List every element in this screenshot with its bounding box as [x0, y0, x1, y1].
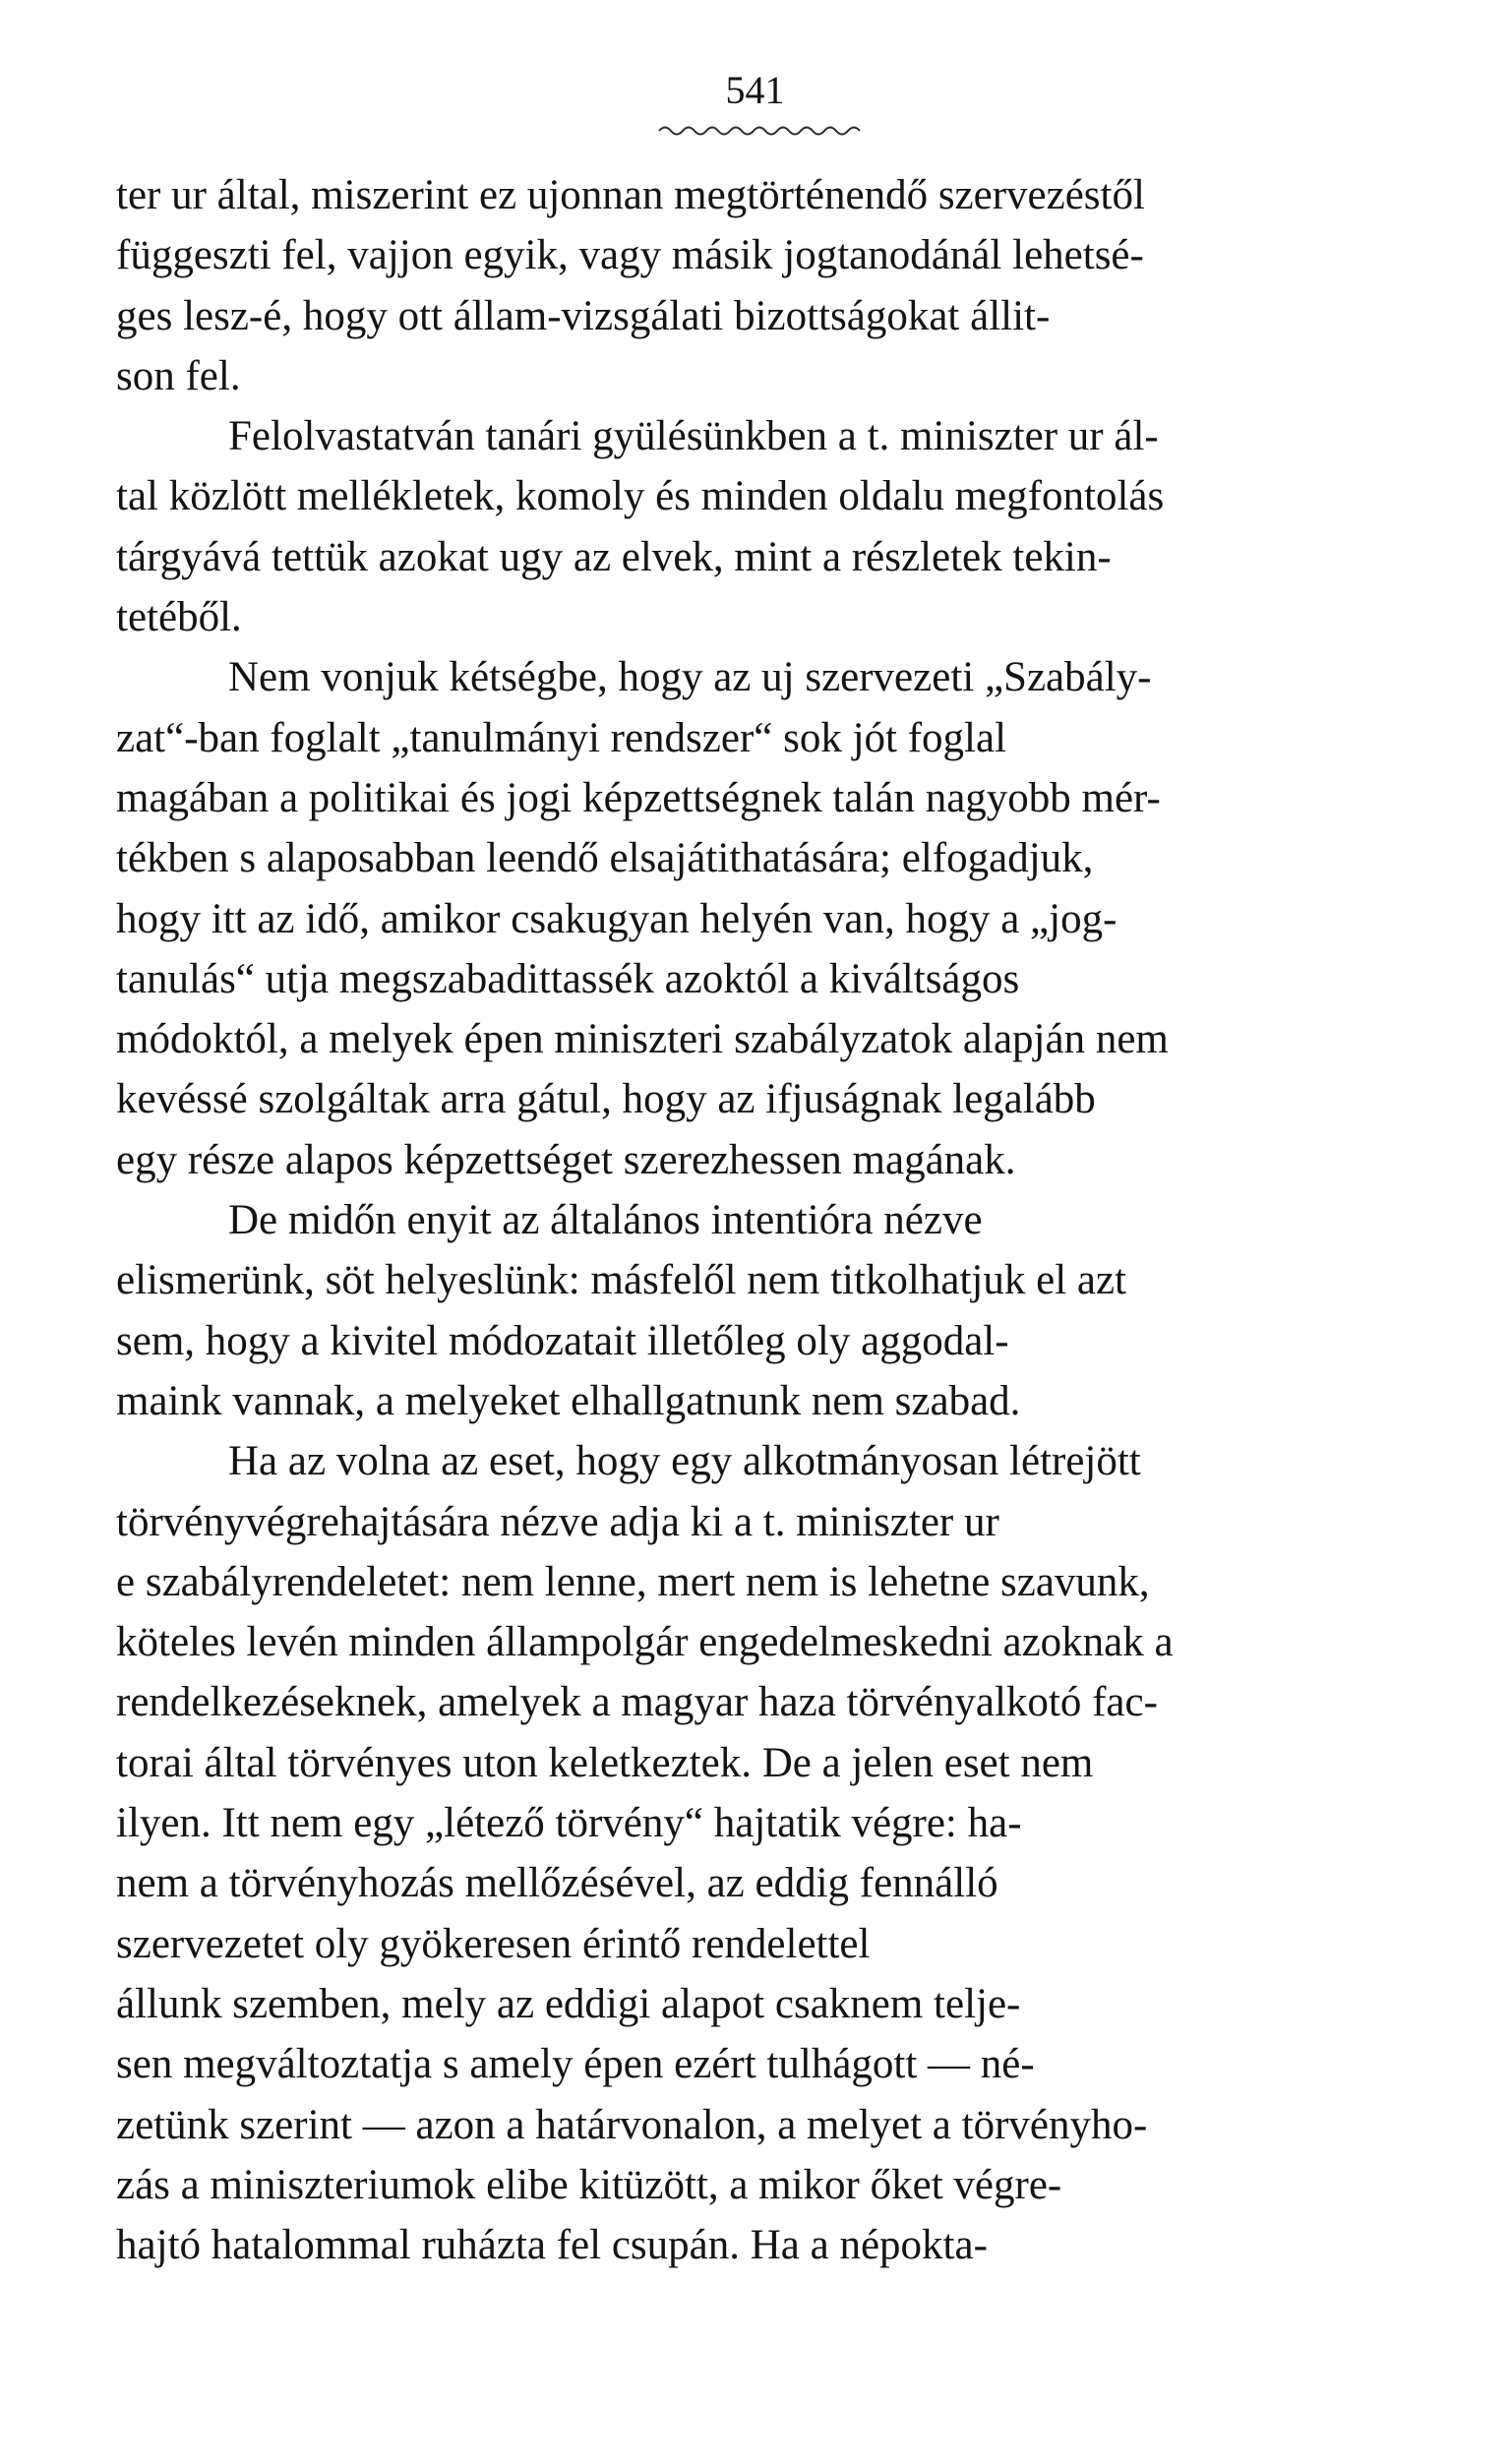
text-line: torai által törvényes uton keletkeztek. De a jelen eset nem — [116, 1739, 1094, 1786]
text-line: tárgyává tettük azokat ugy az elvek, mint a részletek tekin- — [116, 533, 1112, 580]
text-line: e szabályrendeletet: nem lenne, mert nem is lehetne szavunk, — [116, 1558, 1150, 1605]
paragraph-2 — [116, 406, 1395, 647]
text-line: törvényvégrehajtására nézve adja ki a t. miniszter ur — [116, 1498, 999, 1545]
text-line: szervezetet oly gyökeresen érintő rendelettel — [116, 1920, 871, 1967]
text-line: tetéből. — [116, 594, 242, 641]
text-line: ilyen. Itt nem egy „létező törvény“ hajtatik végre: ha- — [116, 1800, 1022, 1847]
text-line: zás a miniszteriumok elibe kitüzött, a mikor őket végre- — [116, 2161, 1062, 2208]
paragraph-3 — [116, 647, 1395, 1190]
text-line: módoktól, a melyek épen miniszteri szabályzatok alapján nem — [116, 1016, 1169, 1063]
text-line: zat“-ban foglalt „tanulmányi rendszer“ sok jót foglal — [116, 714, 1007, 761]
text-line: köteles levén minden állampolgár engedelmeskedni azoknak a — [116, 1619, 1174, 1666]
paragraph-5 — [116, 1431, 1395, 2275]
text-line: függeszti fel, vajjon egyik, vagy másik jogtanodánál lehetsé- — [116, 232, 1144, 279]
text-line: Ha az volna az eset, hogy egy alkotmányosan létrejött — [228, 1438, 1141, 1485]
text-line: maink vannak, a melyeket elhallgatnunk nem szabad. — [116, 1377, 1021, 1424]
paragraph-1 — [116, 165, 1395, 406]
text-line: elismerünk, söt helyeslünk: másfelől nem titkolhatjuk el azt — [116, 1257, 1127, 1304]
body-text — [116, 165, 1395, 2275]
text-line: sen megváltoztatja s amely épen ezért tulhágott — né- — [116, 2041, 1035, 2088]
text-line: hajtó hatalommal ruházta fel csupán. Ha a népokta- — [116, 2222, 988, 2269]
text-line: kevéssé szolgáltak arra gátul, hogy az ifjuságnak legalább — [116, 1076, 1096, 1123]
text-line: állunk szemben, mely az eddigi alapot csaknem telje- — [116, 1980, 1021, 2027]
text-line: De midőn enyit az általános intentióra nézve — [228, 1197, 983, 1244]
text-line: son fel. — [116, 352, 241, 399]
wavy-rule-ornament-icon — [657, 122, 862, 138]
text-line: rendelkezéseknek, amelyek a magyar haza törvényalkotó fac- — [116, 1679, 1158, 1726]
text-line: egy része alapos képzettséget szerezhessen magának. — [116, 1136, 1016, 1183]
text-line: magában a politikai és jogi képzettségnek talán nagyobb mér- — [116, 774, 1161, 821]
text-line: hogy itt az idő, amikor csakugyan helyén van, hogy a „jog- — [116, 895, 1117, 942]
text-line: Nem vonjuk kétségbe, hogy az uj szervezeti „Szabály- — [228, 654, 1152, 701]
text-line: tanulás“ utja megszabadittassék azoktól a kiváltságos — [116, 955, 1020, 1002]
text-line: tékben s alaposabban leendő elsajátithatására; elfogadjuk, — [116, 835, 1094, 882]
text-line: ges lesz-é, hogy ott állam-vizsgálati bizottságokat állit- — [116, 292, 1051, 339]
paragraph-4 — [116, 1190, 1395, 1431]
text-line: tal közlött mellékletek, komoly és minden oldalu megfontolás — [116, 473, 1165, 520]
page-number: 541 — [725, 68, 785, 112]
text-line: ter ur által, miszerint ez ujonnan megtörténendő szervezéstől — [116, 172, 1145, 218]
text-line: sem, hogy a kivitel módozatait illetőleg oly aggodal- — [116, 1317, 1009, 1364]
text-line: zetünk szerint — azon a határvonalon, a melyet a törvényho- — [116, 2101, 1148, 2148]
text-line: nem a törvényhozás mellőzésével, az eddig fennálló — [116, 1860, 998, 1907]
text-line: Felolvastatván tanári gyülésünkben a t. miniszter ur ál- — [228, 413, 1159, 460]
